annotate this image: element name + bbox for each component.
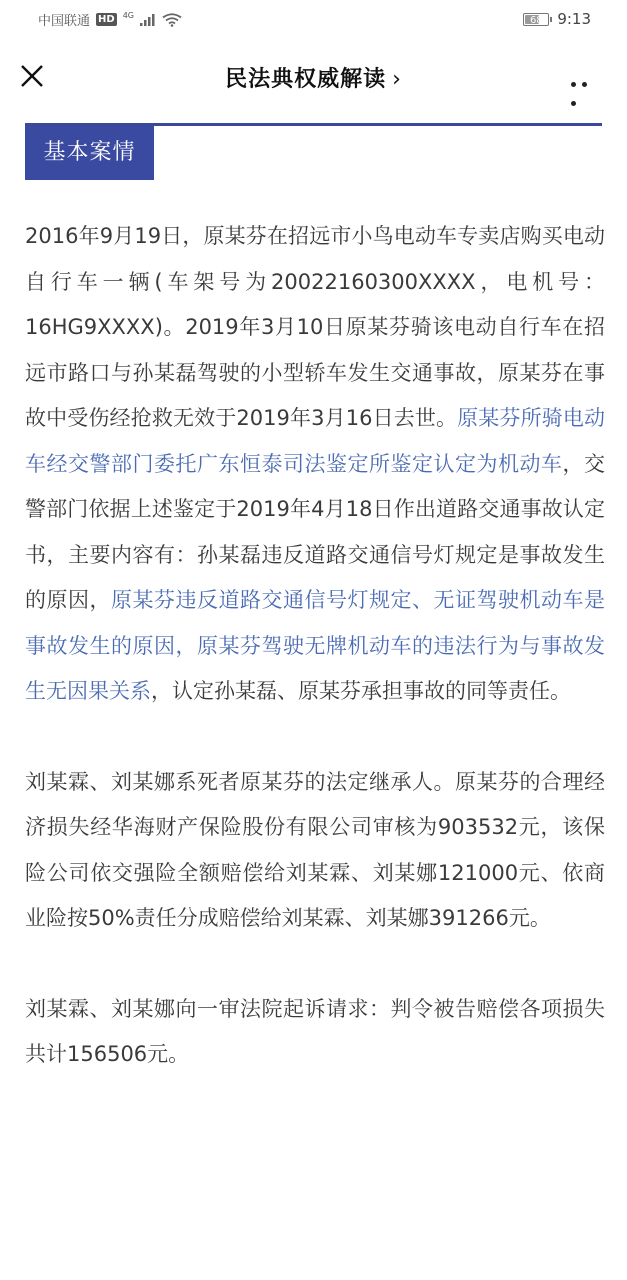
- section-heading: 基本案情: [25, 126, 154, 180]
- highlighted-text: 原某芬所骑电动车经交警部门委托广东恒泰司法鉴定所鉴定认定为机动车: [25, 406, 606, 476]
- more-button[interactable]: [571, 72, 603, 82]
- paragraph: [25, 760, 605, 942]
- clock: 9:13: [557, 10, 591, 28]
- status-left: [38, 10, 182, 29]
- status-bar: [0, 0, 627, 40]
- text-segment: 刘某霖、刘某娜系死者原某芬的法定继承人。原某芬的合理经济损失经华海财产保险股份有限公司审核为903532元，该保险公司依交强险全额赔偿给刘某霖、刘某娜121000元、依商业险按50%责任分成赔偿给刘某霖、刘某娜391266元。: [25, 769, 605, 930]
- more-dot-icon: [571, 82, 576, 87]
- nav-bar: [0, 40, 627, 114]
- more-dot-icon: [571, 101, 576, 106]
- battery-level: 68: [529, 14, 543, 26]
- network-type: 4G: [122, 10, 134, 20]
- text-segment: 刘某霖、刘某娜向一审法院起诉请求：判令被告赔偿各项损失共计156506元。: [25, 996, 605, 1066]
- text-segment: ，认定孙某磊、原某芬承担事故的同等责任。: [151, 679, 571, 703]
- carrier-label: 中国联通: [38, 14, 91, 29]
- article-title-link[interactable]: [0, 62, 627, 93]
- text-segment: ，交警部门依据上述鉴定于2019年4月18日作出道路交通事故认定书，主要内容有：孙某磊违反道路交通信号灯规定是事故发生的原因，: [25, 451, 605, 612]
- paragraph: [25, 987, 605, 1078]
- highlighted-text: 原某芬违反道路交通信号灯规定、无证驾驶机动车是事故发生的原因，原某芬驾驶无牌机动车的违法行为与事故发生无因果关系: [25, 588, 605, 703]
- chevron-right-icon: ›: [392, 67, 402, 92]
- wifi-icon: [162, 13, 182, 27]
- status-right: [523, 10, 591, 28]
- signal-icon: [140, 14, 156, 26]
- paragraph: [25, 214, 605, 715]
- hd-badge: HD: [98, 14, 115, 25]
- page-title: 民法典权威解读: [225, 67, 387, 92]
- battery-icon: [523, 13, 549, 26]
- text-segment: 2016年9月19日，原某芬在招远市小鸟电动车专卖店购买电动自行车一辆(车架号为20022160300XXXX，电机号：16HG9XXXX)。2019年3月10日原某芬骑该电动自行车在招远市路口与孙某磊驾驶的小型轿车发生交通事故，原某芬在事故中受伤经抢救无效于2019年3月16日去世。: [25, 224, 605, 430]
- battery-tip: [550, 17, 552, 22]
- article-body: [25, 214, 605, 1123]
- more-dot-icon: [582, 82, 587, 87]
